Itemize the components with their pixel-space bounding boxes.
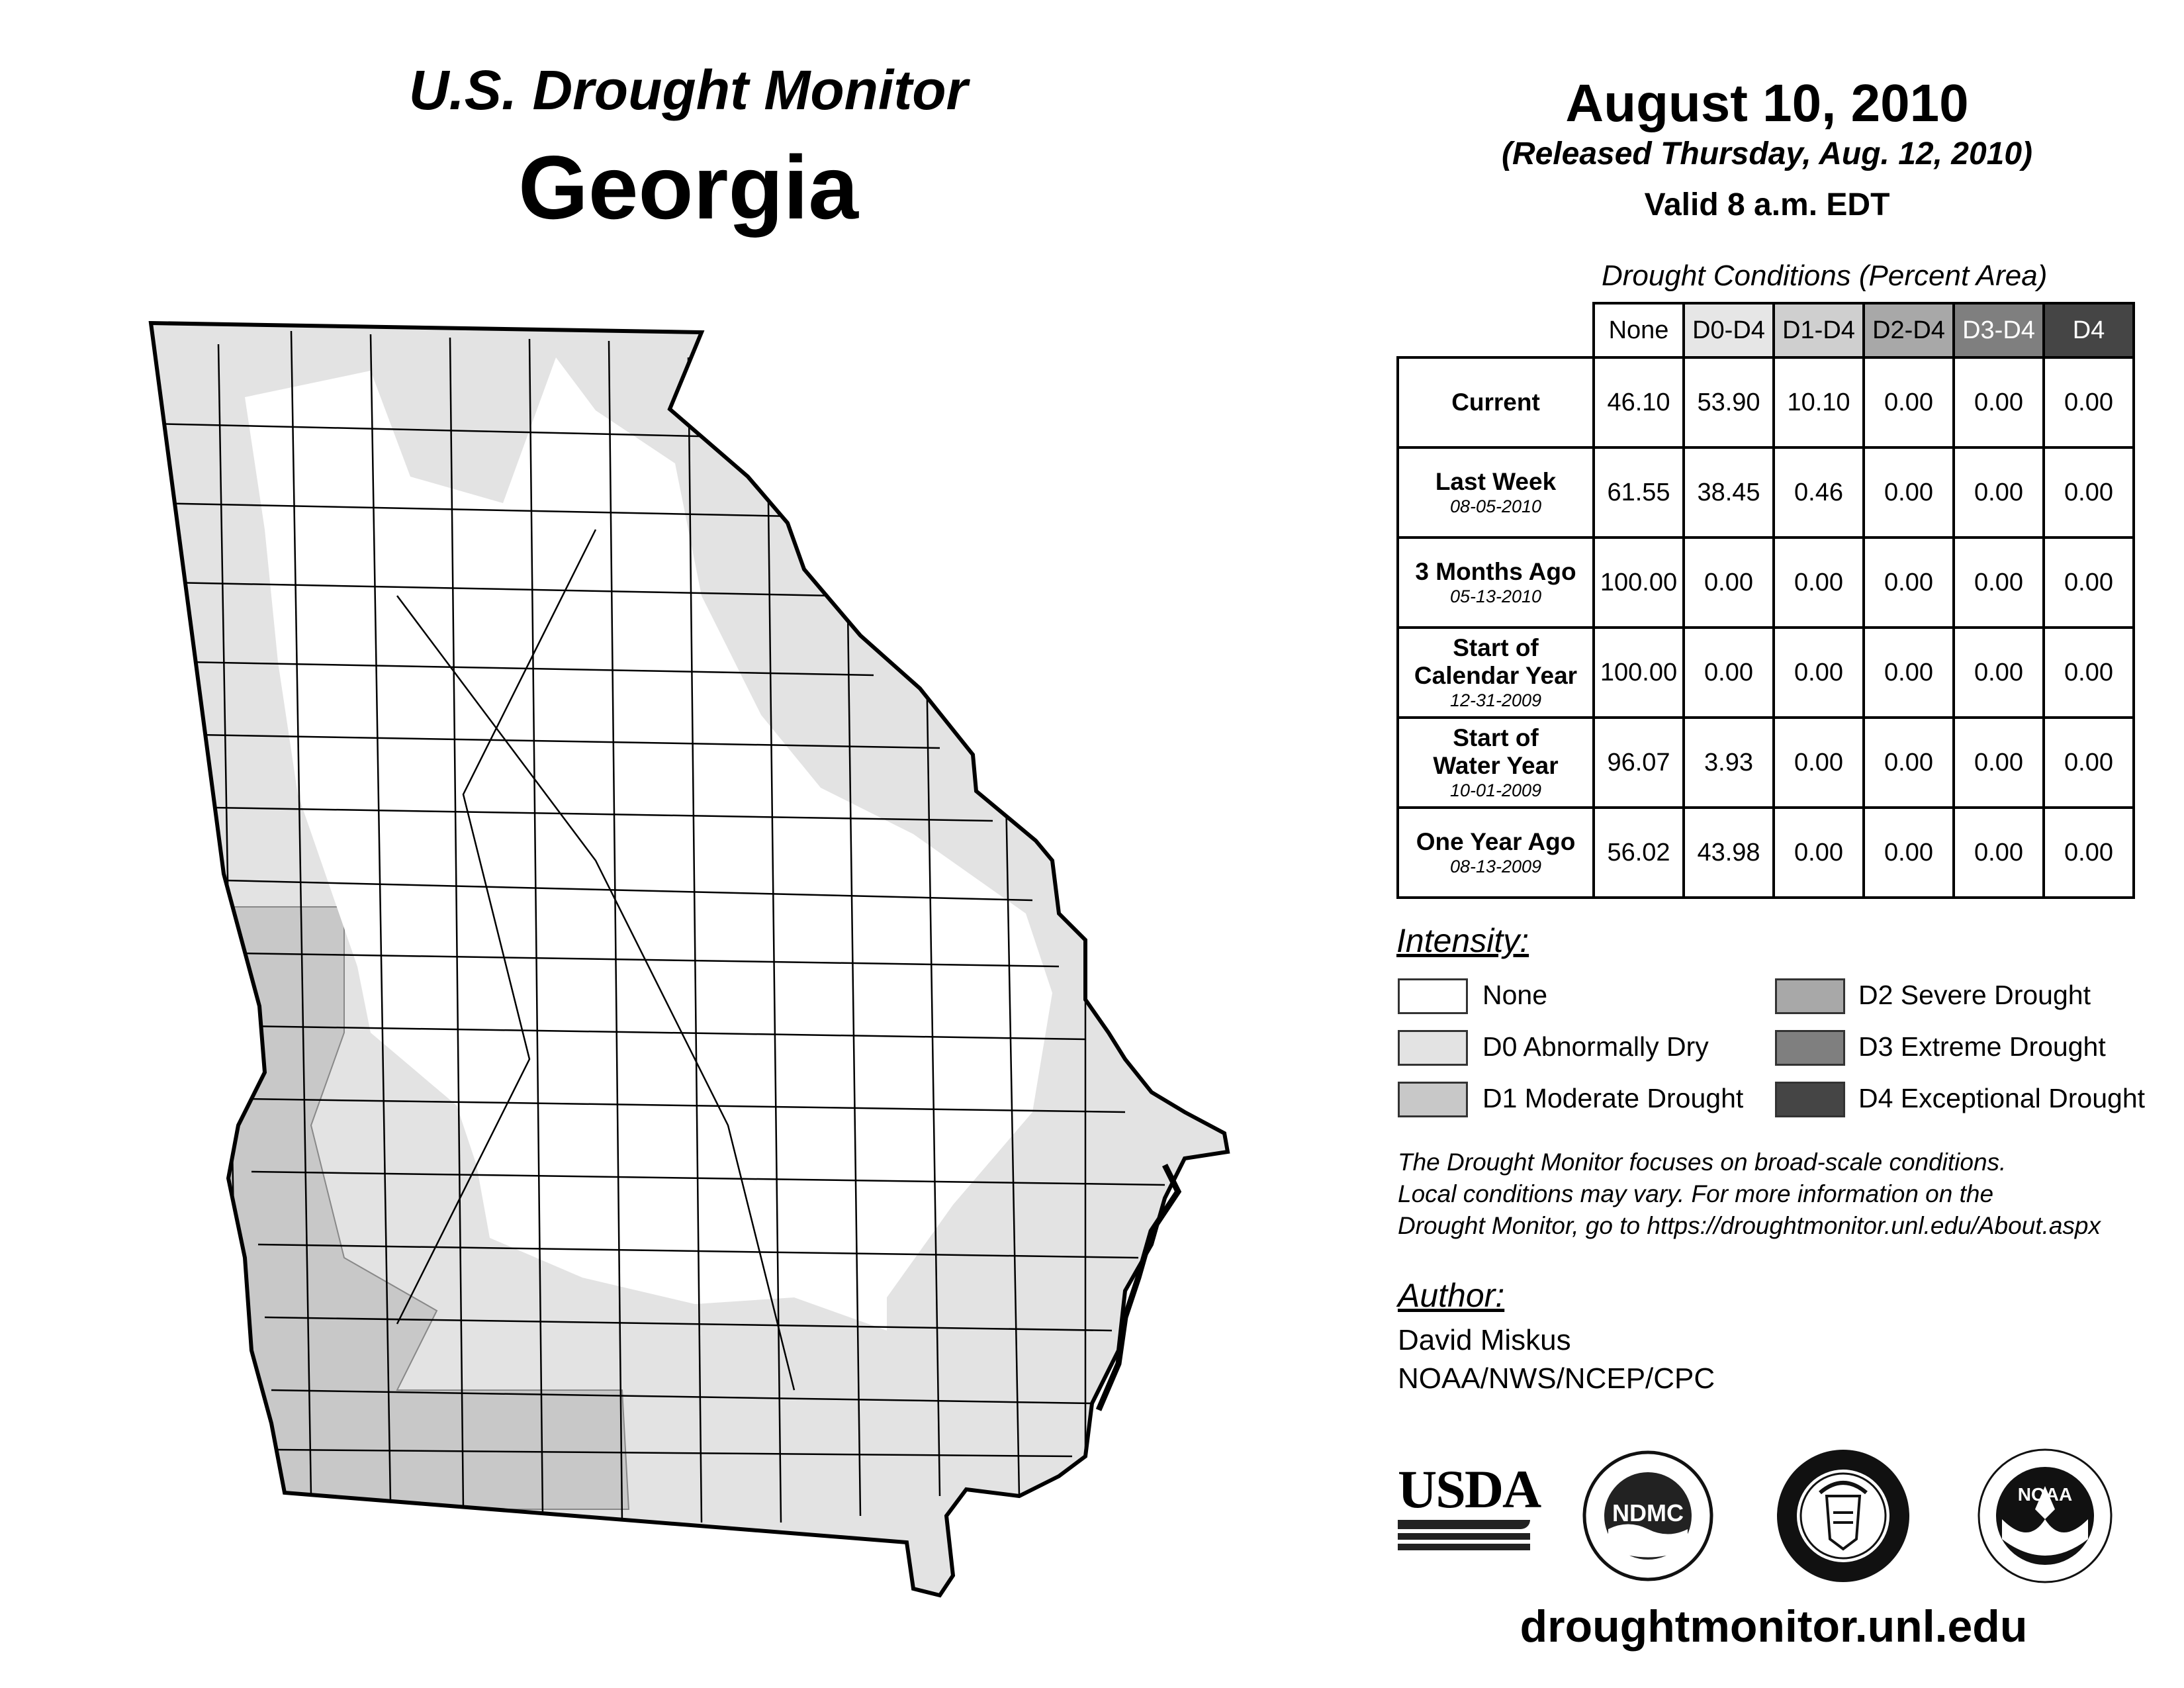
table-cell: 0.00 [1774,808,1864,898]
table-cell: 0.00 [1954,447,2044,538]
table-cell: 0.00 [1684,628,1774,718]
author-heading: Author: [1398,1277,1505,1314]
table-row [1398,628,2134,718]
table-cell: 10.10 [1774,357,1864,447]
table-cell: 0.00 [1774,538,1864,628]
table-cell: 0.00 [1864,357,1954,447]
table-cell: 0.00 [2044,628,2134,718]
legend-swatch-none [1398,978,1468,1014]
table-row [1398,538,2134,628]
table-cell: 0.00 [2044,808,2134,898]
table-cell: 53.90 [1684,357,1774,447]
author-name: David Miskus [1398,1324,1571,1356]
map-date: August 10, 2010 [1565,73,1969,132]
note-line: Local conditions may vary. For more information on the [1398,1180,1994,1207]
legend-swatch-d3 [1775,1030,1845,1066]
table-cell: 0.00 [1864,628,1954,718]
table-cell: 0.00 [2044,447,2134,538]
legend-swatch-d2 [1775,978,1845,1014]
table-cell: 0.00 [1954,357,2044,447]
table-cell: 96.07 [1594,718,1684,808]
table-cell: 0.00 [1774,718,1864,808]
table-cell: 0.00 [1864,447,1954,538]
table-cell: 56.02 [1594,808,1684,898]
website-url[interactable]: droughtmonitor.unl.edu [1520,1601,2028,1652]
legend-title: Intensity: [1396,922,1529,959]
legend-swatch-d0 [1398,1030,1468,1066]
row-label: 3 Months Ago 05-13-2010 [1398,538,1594,628]
usda-wordmark: USDA [1398,1459,1541,1519]
col-d0-d4: D0-D4 [1684,303,1774,357]
table-cell: 61.55 [1594,447,1684,538]
legend-swatch-d4 [1775,1082,1845,1117]
table-cell: 0.00 [1954,538,2044,628]
table-row [1398,447,2134,538]
row-label: Start of Calendar Year 12-31-2009 [1398,628,1594,718]
table-cell: 0.00 [2044,357,2134,447]
row-label: Current [1398,357,1594,447]
release-date: (Released Thursday, Aug. 12, 2010) [1501,136,2033,171]
legend-label-d1: D1 Moderate Drought [1482,1083,1744,1113]
ndmc-text: NDMC [1612,1499,1684,1526]
drought-conditions-table [1396,302,2135,899]
author-org: NOAA/NWS/NCEP/CPC [1398,1362,1715,1395]
table-cell: 0.00 [1954,718,2044,808]
table-header-row [1398,303,2134,357]
legend-swatch-d1 [1398,1082,1468,1117]
row-label: Start of Water Year 10-01-2009 [1398,718,1594,808]
table-cell: 100.00 [1594,628,1684,718]
legend-label-none: None [1482,980,1548,1010]
row-label: One Year Ago 08-13-2009 [1398,808,1594,898]
table-cell: 46.10 [1594,357,1684,447]
table-cell: 100.00 [1594,538,1684,628]
col-none: None [1594,303,1684,357]
table-cell: 3.93 [1684,718,1774,808]
legend-label-d2: D2 Severe Drought [1858,980,2091,1010]
table-cell: 0.00 [1954,628,2044,718]
legend-label-d3: D3 Extreme Drought [1858,1031,2106,1062]
col-d2-d4: D2-D4 [1864,303,1954,357]
table-cell: 0.00 [1864,538,1954,628]
table-cell: 0.00 [1954,808,2044,898]
commerce-seal [1774,1446,1913,1585]
table-cell: 0.46 [1774,447,1864,538]
usda-logo [1398,1459,1541,1562]
noaa-text: NOAA [2017,1484,2073,1505]
note-line: Drought Monitor, go to https://droughtmonitor.unl.edu/About.aspx [1398,1212,2101,1239]
valid-time: Valid 8 a.m. EDT [1644,187,1890,222]
header-blank [1398,303,1594,357]
table-cell: 0.00 [1864,808,1954,898]
ndmc-logo [1582,1450,1714,1582]
table-row [1398,808,2134,898]
table-cell: 43.98 [1684,808,1774,898]
table-cell: 0.00 [2044,538,2134,628]
col-d3-d4: D3-D4 [1954,303,2044,357]
legend-label-d0: D0 Abnormally Dry [1482,1031,1709,1062]
col-d1-d4: D1-D4 [1774,303,1864,357]
noaa-logo [1976,1446,2115,1585]
map-title: U.S. Drought Monitor [408,59,968,121]
table-row [1398,718,2134,808]
table-row [1398,357,2134,447]
state-name: Georgia [518,137,858,238]
table-cell: 0.00 [1774,628,1864,718]
table-caption: Drought Conditions (Percent Area) [1602,259,2048,292]
row-label: Last Week 08-05-2010 [1398,447,1594,538]
table-cell: 0.00 [1684,538,1774,628]
table-cell: 38.45 [1684,447,1774,538]
legend-label-d4: D4 Exceptional Drought [1858,1083,2146,1113]
table-cell: 0.00 [1864,718,1954,808]
col-d4: D4 [2044,303,2134,357]
note-line: The Drought Monitor focuses on broad-scale conditions. [1398,1149,2007,1176]
table-cell: 0.00 [2044,718,2134,808]
disclaimer-note [1398,1147,2179,1242]
